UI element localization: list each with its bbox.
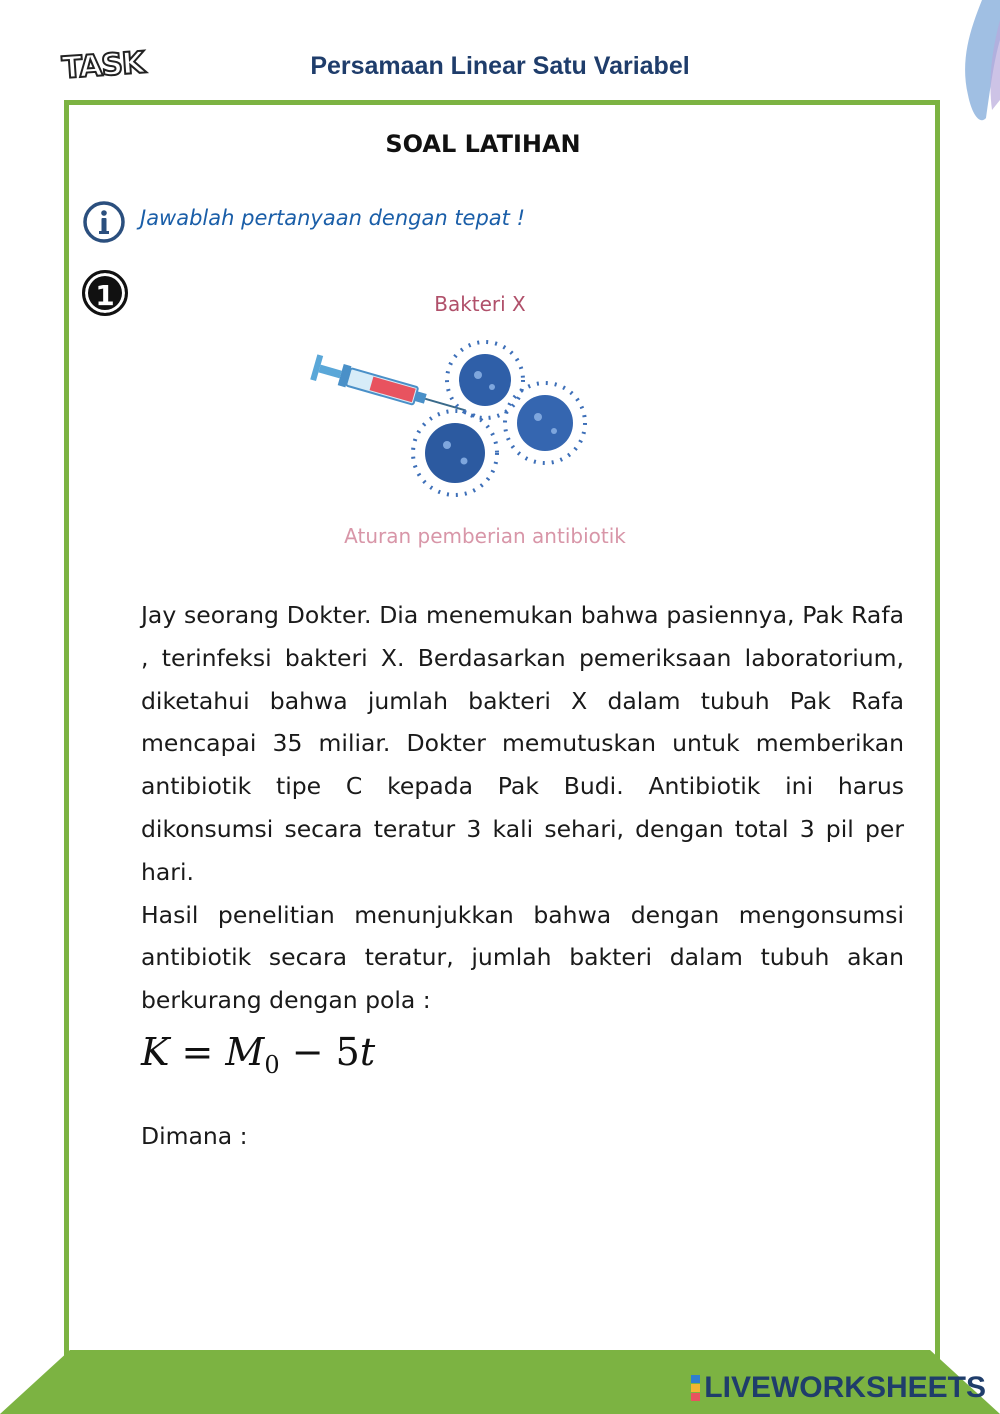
bacteria-icon-3 bbox=[413, 411, 497, 495]
syringe-icon bbox=[310, 354, 469, 423]
where-label: Dimana : bbox=[141, 1122, 248, 1150]
worksheet-title: Persamaan Linear Satu Variabel bbox=[310, 52, 690, 80]
formula-equals: = bbox=[181, 1030, 214, 1074]
formula-m: M bbox=[225, 1030, 265, 1074]
footer-brand bbox=[691, 1370, 986, 1406]
formula-variable: t bbox=[359, 1030, 376, 1074]
formula-minus: − bbox=[291, 1030, 324, 1074]
paragraph-1: Jay seorang Dokter. Dia menemukan bahwa pasiennya, Pak Rafa , terinfeksi bakteri X. Berdasarkan pemeriksaan laboratorium, diketahui bahwa jumlah bakteri X dalam tubuh Pak Rafa mencapai 35 miliar. Dokter memutuskan untuk memberikan antibiotik tipe C kepada Pak Budi. Antibiotik ini harus dikonsumsi secara teratur 3 kali sehari, dengan total 3 pil per hari. bbox=[141, 601, 904, 886]
bacteria-icon-1 bbox=[447, 342, 523, 418]
task-logo bbox=[62, 46, 154, 86]
info-icon bbox=[82, 200, 126, 244]
section-title: SOAL LATIHAN bbox=[385, 130, 581, 158]
question-body bbox=[141, 594, 904, 1022]
formula-m-subscript: 0 bbox=[264, 1051, 280, 1079]
footer-brand-text: LIVEWORKSHEETS bbox=[704, 1371, 986, 1404]
illustration-caption-top: Bakteri X bbox=[434, 292, 526, 316]
paragraph-2: Hasil penelitian menunjukkan bahwa dengan mengonsumsi antibiotik secara teratur, jumlah bakteri dalam tubuh akan berkurang dengan pola : bbox=[141, 900, 904, 1015]
corner-brush-decoration bbox=[930, 0, 1000, 130]
formula-lhs: K bbox=[141, 1030, 170, 1074]
formula-coefficient: 5 bbox=[335, 1030, 360, 1074]
syringe-bacteria-illustration bbox=[300, 335, 600, 515]
bacteria-icon-2 bbox=[505, 383, 585, 463]
instruction-text: Jawablah pertanyaan dengan tepat ! bbox=[140, 206, 525, 230]
formula bbox=[141, 1030, 375, 1079]
liveworksheets-logo-icon bbox=[691, 1375, 700, 1401]
question-number-badge: 1 bbox=[82, 270, 128, 316]
task-logo-text: TASK bbox=[60, 45, 146, 87]
illustration-caption-bottom: Aturan pemberian antibiotik bbox=[344, 524, 626, 548]
